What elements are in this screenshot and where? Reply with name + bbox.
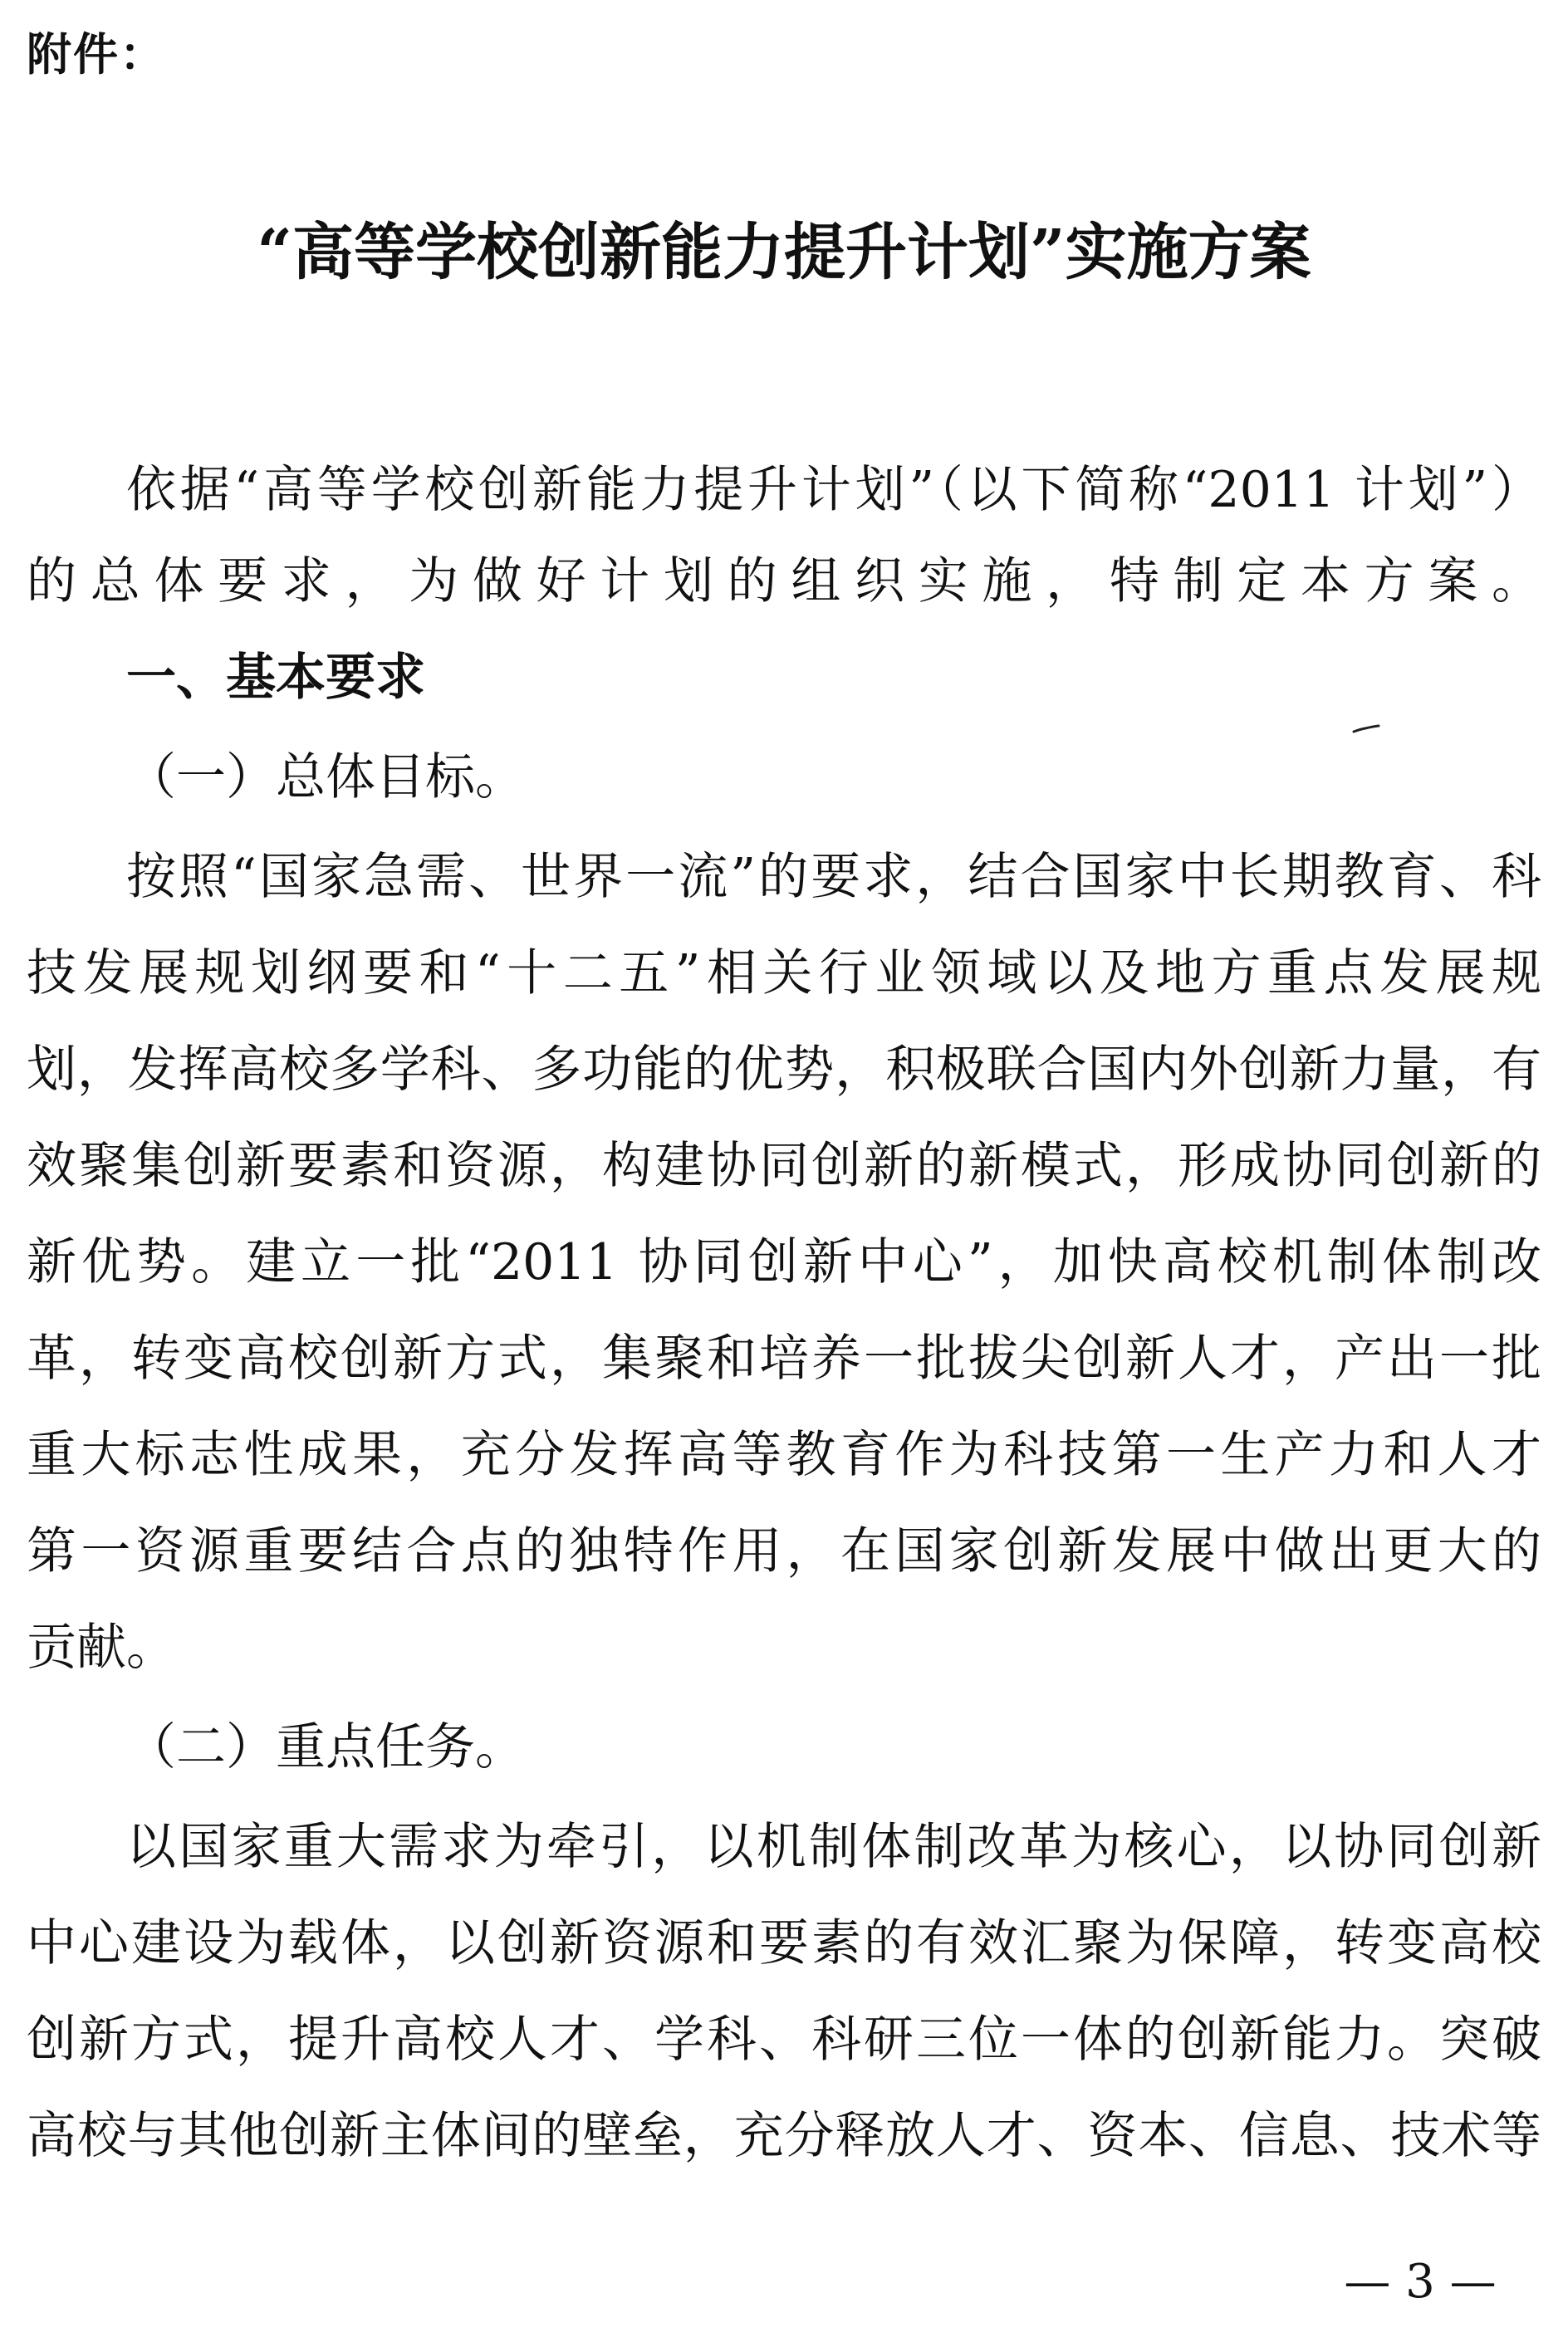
paragraph-line: 革，转变高校创新方式，集聚和培养一批拔尖创新人才，产出一批 [27,1330,1541,1388]
paragraph-line: 重大标志性成果，充分发挥高等教育作为科技第一生产力和人才 [27,1426,1541,1484]
intro-line: 的总体要求，为做好计划的组织实施，特制定本方案。 [27,552,1541,610]
paragraph-line: 按照“国家急需、世界一流”的要求，结合国家中长期教育、科 [126,848,1541,906]
section-heading: 一、基本要求 [126,649,425,707]
paragraph-line: 效聚集创新要素和资源，构建协同创新的新模式，形成协同创新的 [27,1137,1541,1195]
intro-line: 依据“高等学校创新能力提升计划”（以下简称“2011 计划”） [126,461,1541,519]
page-number: — 3 — [1344,2255,1497,2309]
paragraph-line: 第一资源重要结合点的独特作用，在国家创新发展中做出更大的 [27,1522,1541,1580]
paragraph-line: 贡献。 [27,1619,176,1677]
paragraph-line: 以国家重大需求为牵引，以机制体制改革为核心，以协同创新 [126,1818,1541,1876]
subsection-heading: （一）总体目标。 [126,748,525,806]
paragraph-line: 中心建设为载体，以创新资源和要素的有效汇聚为保障，转变高校 [27,1914,1541,1972]
document-title: “高等学校创新能力提升计划”实施方案 [257,217,1311,288]
paragraph-line: 划，发挥高校多学科、多功能的优势，积极联合国内外创新力量，有 [27,1041,1541,1099]
ink-mark [1352,724,1380,734]
paragraph-line: 技发展规划纲要和“十二五”相关行业领域以及地方重点发展规 [27,944,1541,1002]
paragraph-line: 创新方式，提升高校人才、学科、科研三位一体的创新能力。突破 [27,2011,1541,2069]
subsection-heading: （二）重点任务。 [126,1718,525,1776]
attachment-label: 附件： [27,28,166,81]
paragraph-line: 新优势。建立一批“2011 协同创新中心”，加快高校机制体制改 [27,1233,1541,1291]
paragraph-line: 高校与其他创新主体间的壁垒，充分释放人才、资本、信息、技术等 [27,2107,1541,2165]
